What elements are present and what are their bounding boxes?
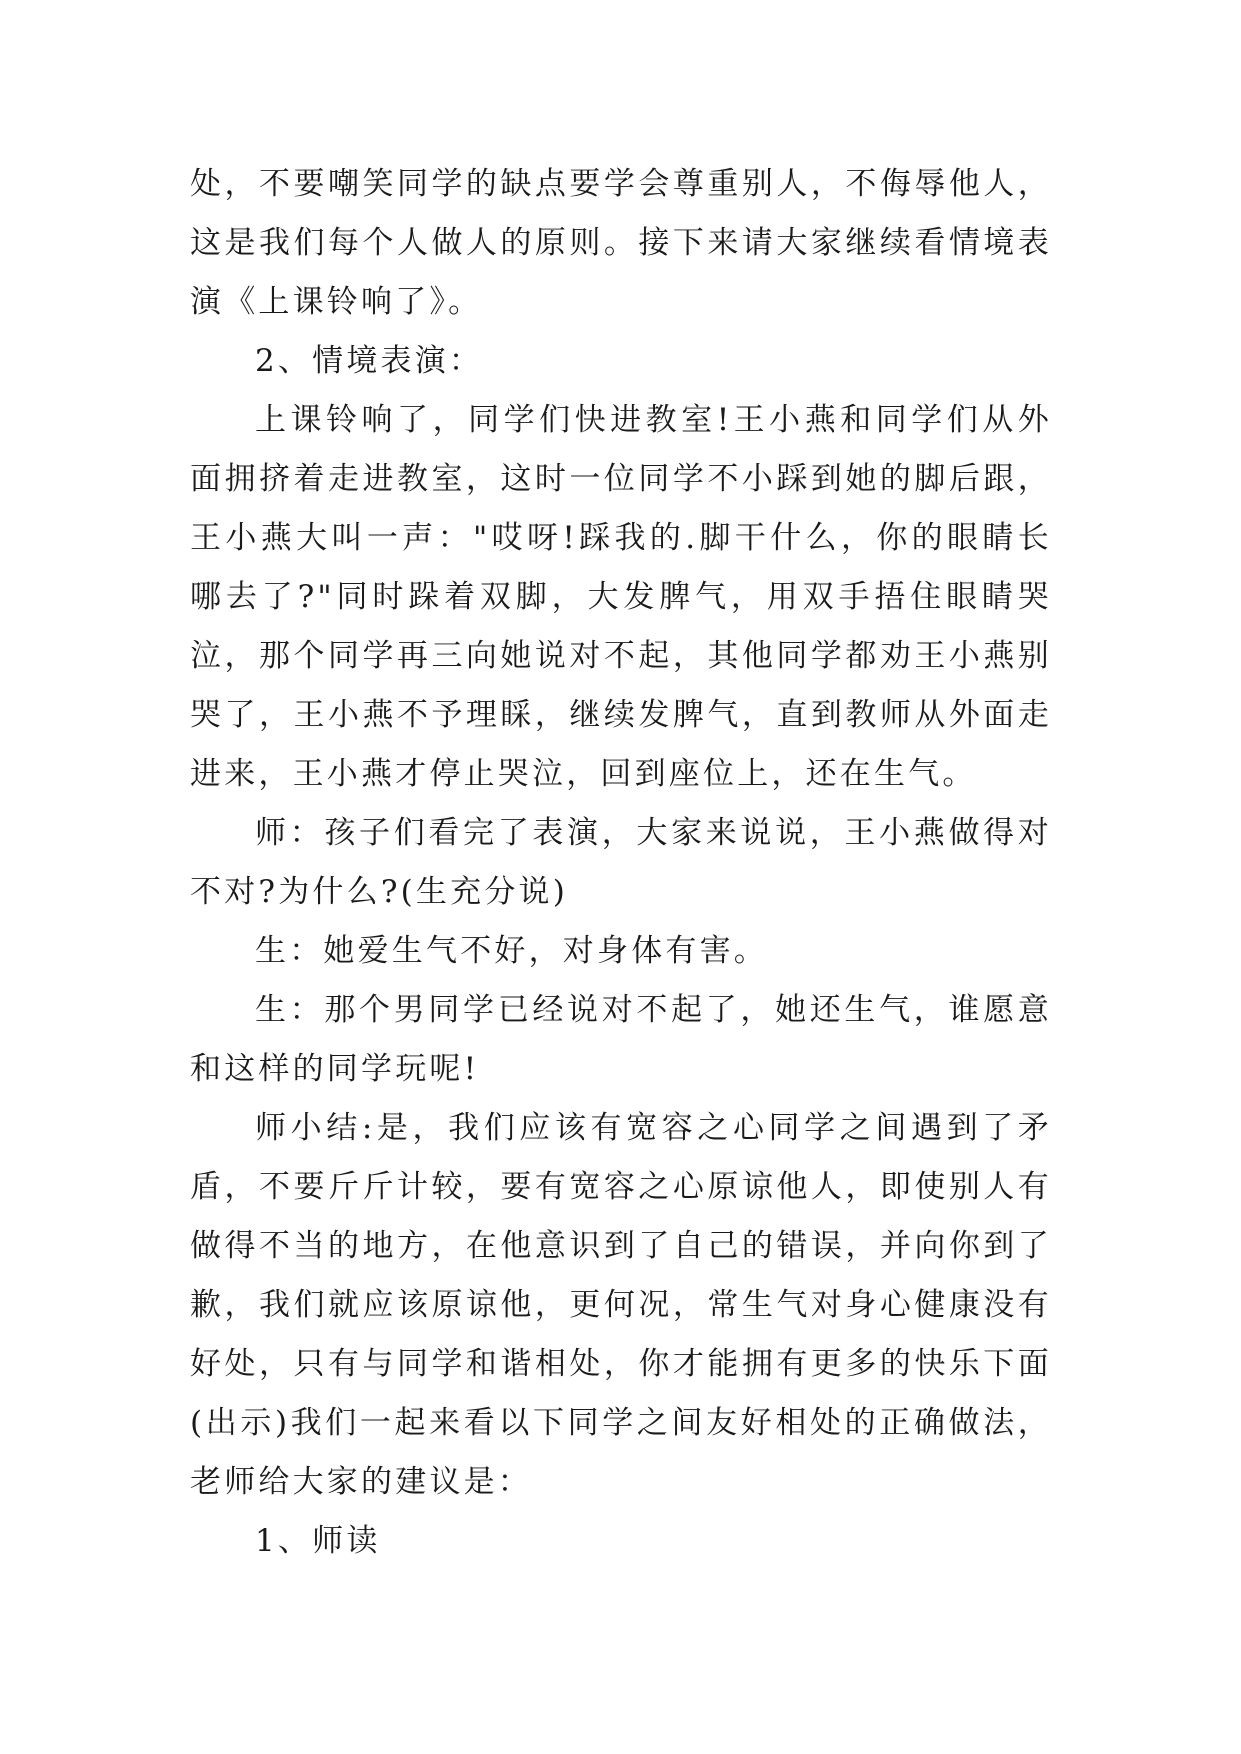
paragraph-list-item-1: 1、师读 — [255, 1523, 381, 1559]
paragraph-teacher-question: 师：孩子们看完了表演，大家来说说，王小燕做得对不对?为什么?(生充分说) — [190, 815, 1052, 910]
paragraph-student-answer-2: 生：那个男同学已经说对不起了，她还生气，谁愿意和这样的同学玩呢! — [190, 992, 1052, 1087]
paragraph-scene-description: 上课铃响了，同学们快进教室!王小燕和同学们从外面拥挤着走进教室，这时一位同学不小踩到她的脚后跟，王小燕大叫一声："哎呀!踩我的.脚干什么，你的眼睛长哪去了?"同时跺着双脚，大发脾气，用双手捂住眼睛哭泣，那个同学再三向她说对不起，其他同学都劝王小燕别哭了，王小燕不予理睬，继续发脾气，直到教师从外面走进来，王小燕才停止哭泣，回到座位上，还在生气。 — [190, 402, 1052, 792]
paragraph-section-heading: 2、情境表演： — [255, 343, 484, 379]
paragraph-teacher-summary: 师小结:是，我们应该有宽容之心同学之间遇到了矛盾，不要斤斤计较，要有宽容之心原谅他人，即使别人有做得不当的地方，在他意识到了自己的错误，并向你到了歉，我们就应该原谅他，更何况，常生气对身心健康没有好处，只有与同学和谐相处，你才能拥有更多的快乐下面(出示)我们一起来看以下同学之间友好相处的正确做法，老师给大家的建议是： — [190, 1110, 1052, 1500]
paragraph-continuation: 处，不要嘲笑同学的缺点要学会尊重别人，不侮辱他人，这是我们每个人做人的原则。接下来请大家继续看情境表演《上课铃响了》。 — [190, 166, 1052, 320]
document-page — [190, 155, 1052, 1571]
paragraph-student-answer-1: 生：她爱生气不好，对身体有害。 — [255, 933, 768, 969]
